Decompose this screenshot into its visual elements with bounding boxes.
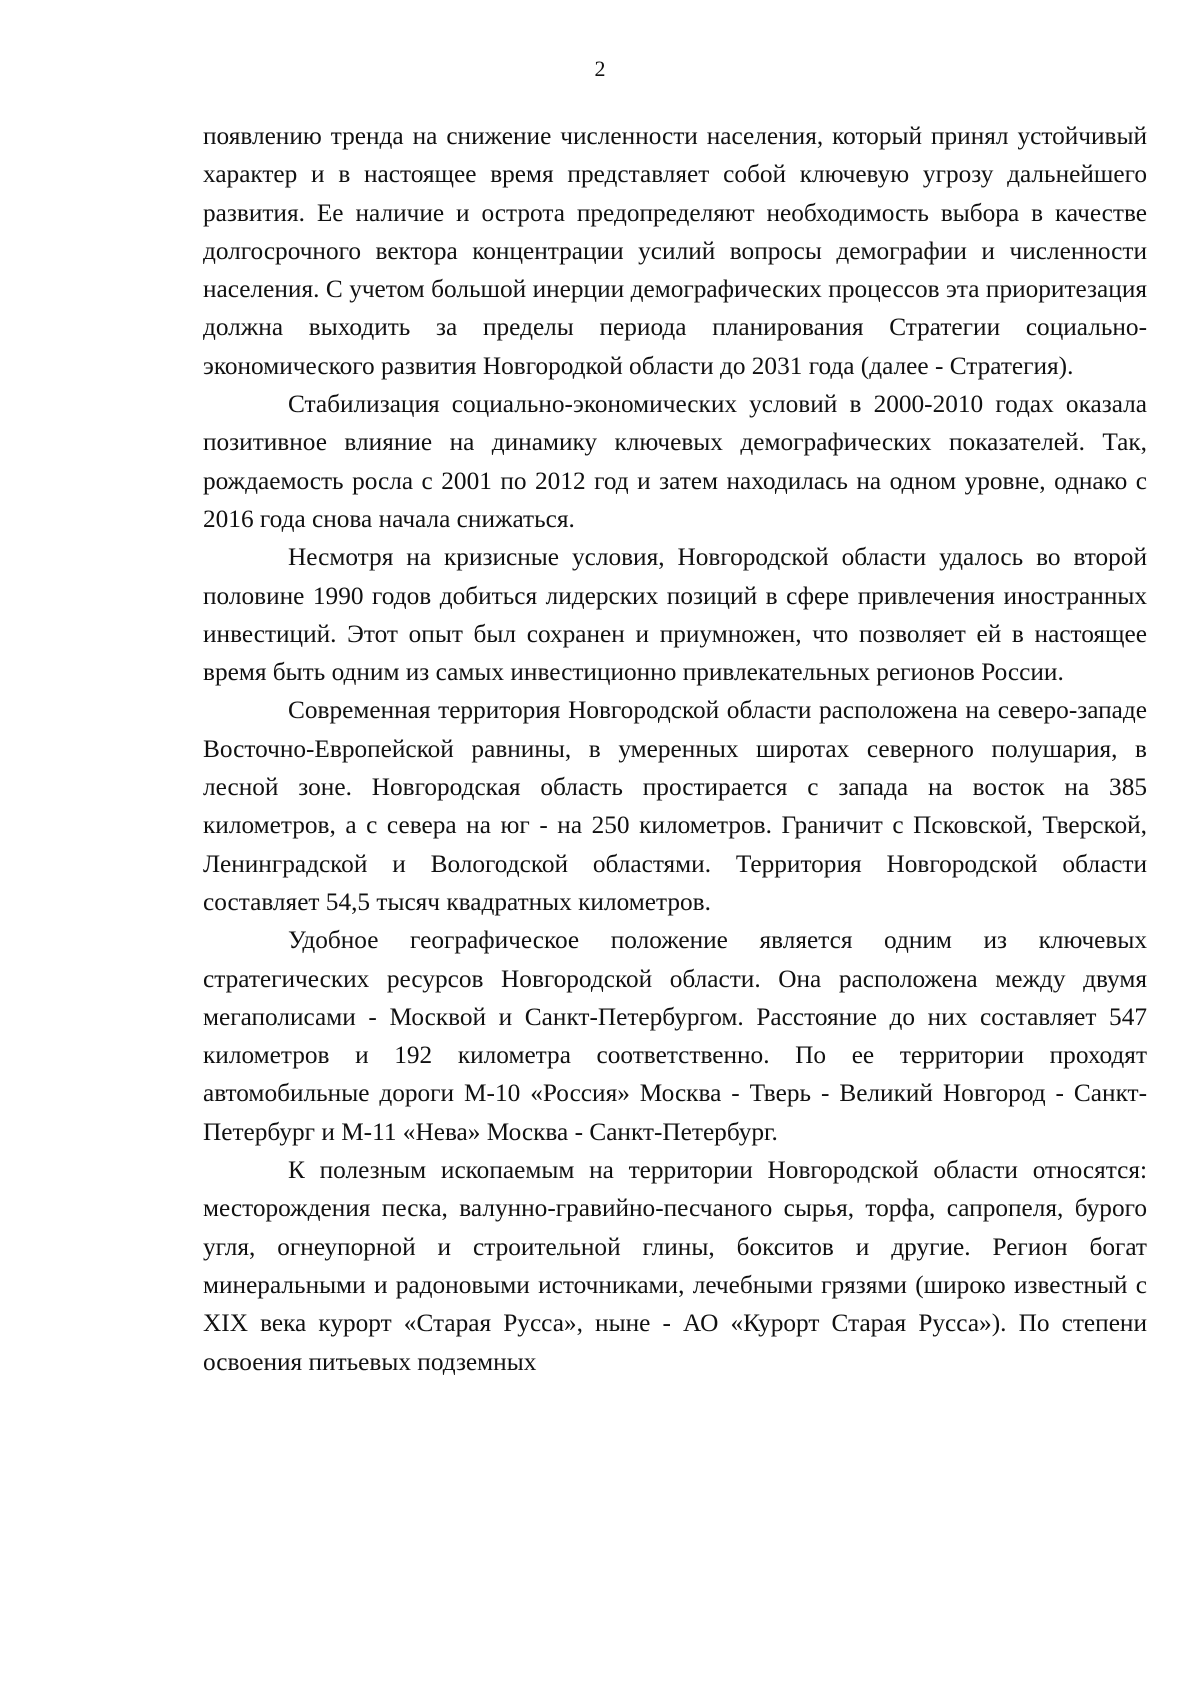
document-body	[203, 117, 1147, 1381]
paragraph-2: Стабилизация социально-экономических условий в 2000-2010 годах оказала позитивное влияние на динамику ключевых демографических показателей. Так, рождаемость росла с 2001 по 2012 год и затем находилась на одном уровне, однако с 2016 года снова начала снижаться.	[203, 390, 1147, 533]
paragraph-4: Современная территория Новгородской области расположена на северо-западе Восточно-Европейской равнины, в умеренных широтах северного полушария, в лесной зоне. Новгородская область простирается с запада на восток на 385 километров, а с севера на юг - на 250 километров. Граничит с Псковской, Тверской, Ленинградской и Вологодской областями. Территория Новгородской области составляет 54,5 тысяч квадратных километров.	[203, 696, 1147, 916]
paragraph-6: К полезным ископаемым на территории Новгородской области относятся: месторождения песка, валунно-гравийно-песчаного сырья, торфа, сапропеля, бурого угля, огнеупорной и строительной глины, бокситов и другие. Регион богат минеральными и радоновыми источниками, лечебными грязями (широко известный с XIX века курорт «Старая Русса», ныне - АО «Курорт Старая Русса»). По степени освоения питьевых подземных	[203, 1156, 1147, 1376]
paragraph-3: Несмотря на кризисные условия, Новгородской области удалось во второй половине 1990 годов добиться лидерских позиций в сфере привлечения иностранных инвестиций. Этот опыт был сохранен и приумножен, что позволяет ей в настоящее время быть одним из самых инвестиционно привлекательных регионов России.	[203, 543, 1147, 687]
page-number: 2	[594, 56, 606, 81]
paragraph-5: Удобное географическое положение является одним из ключевых стратегических ресурсов Новгородской области. Она расположена между двумя мегаполисами - Москвой и Санкт-Петербургом. Расстояние до них составляет 547 километров и 192 километра соответственно. По ее территории проходят автомобильные дороги М-10 «Россия» Москва - Тверь - Великий Новгород - Санкт-Петербург и М-11 «Нева» Москва - Санкт-Петербург.	[203, 926, 1147, 1146]
paragraph-1: появлению тренда на снижение численности населения, который принял устойчивый характер и в настоящее время представляет собой ключевую угрозу дальнейшего развития. Ее наличие и острота предопределяют необходимость выбора в качестве долгосрочного вектора концентрации усилий вопросы демографии и численности населения. С учетом большой инерции демографических процессов эта приоритезация должна выходить за пределы периода планирования Стратегии социально-экономического развития Новгородкой области до 2031 года (далее - Стратегия).	[203, 122, 1147, 380]
